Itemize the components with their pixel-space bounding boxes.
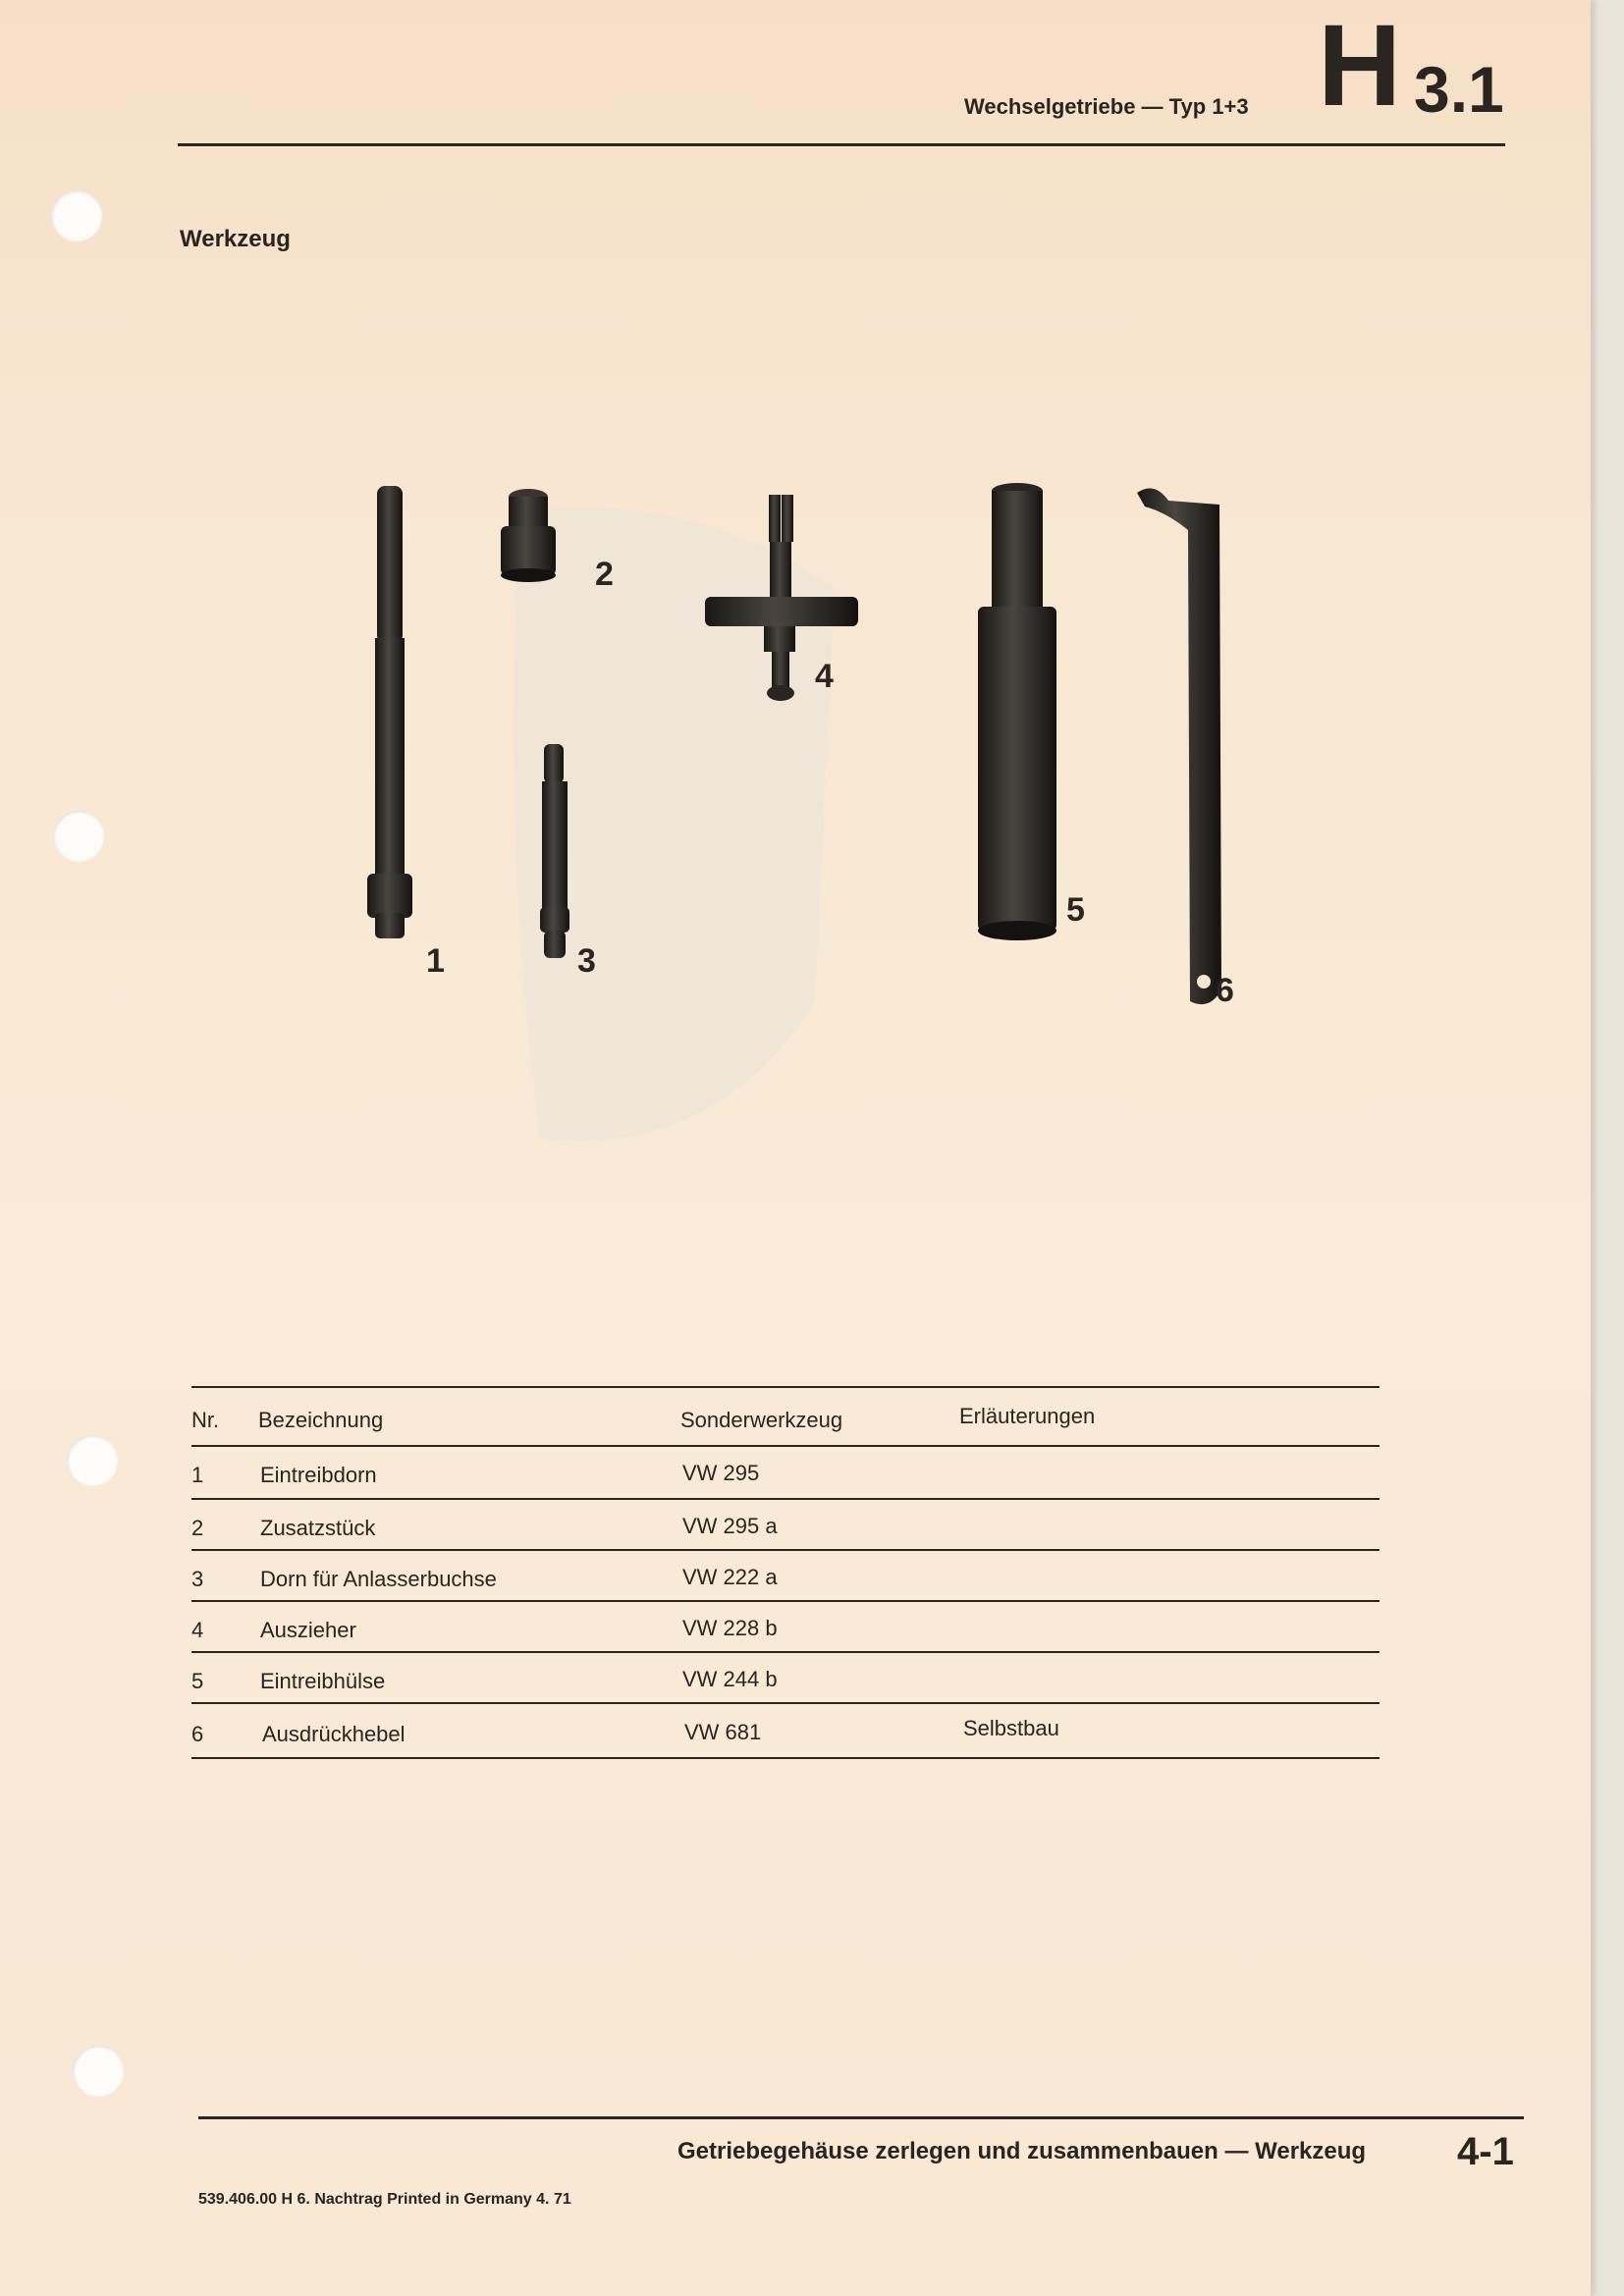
table-rule (191, 1498, 1380, 1500)
table-rule (191, 1445, 1380, 1447)
cell-sonderwerkzeug: VW 681 (684, 1720, 762, 1744)
header-title: Wechselgetriebe — Typ 1+3 (964, 94, 1249, 119)
cell-nr: 6 (191, 1722, 204, 1746)
cell-bezeichnung: Eintreibdorn (260, 1463, 377, 1487)
cell-nr: 4 (191, 1618, 204, 1642)
header-sonderwerkzeug: Sonderwerkzeug (680, 1408, 843, 1432)
cell-bezeichnung: Eintreibhülse (260, 1669, 386, 1693)
punch-hole (73, 2046, 124, 2097)
cell-nr: 3 (191, 1567, 204, 1591)
cell-bezeichnung: Auszieher (260, 1618, 356, 1642)
callout-4: 4 (815, 658, 834, 695)
cell-bezeichnung: Dorn für Anlasserbuchse (260, 1567, 497, 1591)
table-rule (191, 1757, 1380, 1759)
tool-eintreibhuelse (978, 483, 1056, 940)
print-info: 539.406.00 H 6. Nachtrag Printed in Germany 4. 71 (198, 2191, 571, 2208)
cell-sonderwerkzeug: VW 295 (682, 1461, 760, 1485)
callout-5: 5 (1066, 891, 1085, 929)
footer-rule (198, 2116, 1524, 2119)
punch-hole (53, 811, 104, 862)
header-bezeichnung: Bezeichnung (258, 1408, 384, 1432)
callout-2: 2 (595, 556, 614, 593)
table-rule (191, 1549, 1380, 1551)
cell-bezeichnung: Zusatzstück (260, 1516, 376, 1540)
header-nr: Nr. (191, 1408, 220, 1432)
group-letter: H (1318, 1, 1402, 131)
table-rule (191, 1651, 1380, 1653)
group-number: 3.1 (1414, 53, 1504, 126)
table-rule (191, 1600, 1380, 1602)
cell-sonderwerkzeug: VW 244 b (682, 1667, 778, 1691)
header-erlaeuterungen: Erläuterungen (959, 1404, 1096, 1428)
section-title: Werkzeug (180, 226, 291, 252)
footer-title: Getriebegehäuse zerlegen und zusammenbauen — Werkzeug (677, 2138, 1367, 2164)
table-rule (191, 1386, 1380, 1388)
callout-6: 6 (1216, 972, 1234, 1009)
tools-photo (324, 452, 1286, 1158)
cell-sonderwerkzeug: VW 222 a (682, 1565, 778, 1589)
tool-ausdrueckhebel (1137, 489, 1221, 1005)
header-rule (178, 143, 1505, 146)
tool-zusatzstueck (501, 489, 556, 582)
cell-sonderwerkzeug: VW 295 a (682, 1514, 778, 1538)
cell-nr: 2 (191, 1516, 204, 1540)
cell-bezeichnung: Ausdrückhebel (262, 1722, 406, 1746)
callout-3: 3 (577, 942, 596, 980)
punch-hole (67, 1435, 118, 1486)
callout-1: 1 (426, 942, 445, 980)
cell-erlaeuterungen: Selbstbau (963, 1716, 1059, 1740)
tool-eintreibdorn (367, 486, 412, 938)
punch-hole (51, 190, 102, 241)
table-rule (191, 1702, 1380, 1704)
cell-sonderwerkzeug: VW 228 b (682, 1616, 778, 1640)
cell-nr: 1 (191, 1463, 204, 1487)
cell-nr: 5 (191, 1669, 204, 1693)
page-number: 4-1 (1457, 2130, 1514, 2173)
